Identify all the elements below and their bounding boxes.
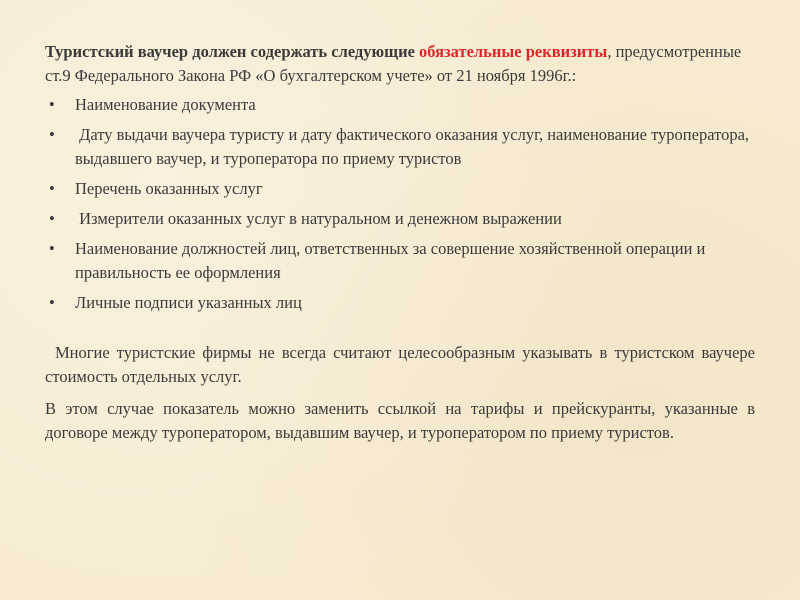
list-item-text: Дату выдачи ваучера туристу и дату фактического оказания услуг, наименование туроператора, выдавшего ваучер, и туроператора по приему туристов <box>75 125 754 168</box>
list-item <box>45 237 755 285</box>
note-paragraph: Многие туристские фирмы не всегда считают целесообразным указывать в туристском ваучере стоимость отдельных услуг. <box>45 343 755 386</box>
list-item-text: Измерители оказанных услуг в натуральном и денежном выражении <box>75 209 562 228</box>
list-item <box>45 207 755 231</box>
list-item-text: Наименование должностей лиц, ответственных за совершение хозяйственной операции и правильность ее оформления <box>75 239 706 282</box>
bullet-icon: • <box>49 125 55 144</box>
intro-bold-text: Туристский ваучер должен содержать следующие <box>45 42 420 61</box>
list-item-text: Наименование документа <box>75 95 256 114</box>
bullet-icon: • <box>49 293 55 312</box>
bullet-icon: • <box>49 95 55 114</box>
intro-rest-text: , предусмотренные ст.9 Федерального Закона РФ «О бухгалтерском учете» от 21 ноября 1996г.: <box>45 42 742 85</box>
note-paragraph: В этом случае показатель можно заменить ссылкой на тарифы и прейскуранты, указанные в договоре между туроператором, выдавшим ваучер, и туроператором по приему туристов. <box>45 399 755 442</box>
list-item-text: Личные подписи указанных лиц <box>75 293 302 312</box>
slide-content <box>45 40 755 445</box>
list-item <box>45 177 755 201</box>
list-item-text: Перечень оказанных услуг <box>75 179 263 198</box>
list-item <box>45 93 755 117</box>
list-item <box>45 291 755 315</box>
list-item <box>45 123 755 171</box>
intro-highlight-text: обязательные реквизиты <box>419 42 608 61</box>
bullet-icon: • <box>49 209 55 228</box>
intro-paragraph <box>45 40 755 88</box>
bullet-icon: • <box>49 179 55 198</box>
requisites-list <box>45 93 755 315</box>
bullet-icon: • <box>49 239 55 258</box>
